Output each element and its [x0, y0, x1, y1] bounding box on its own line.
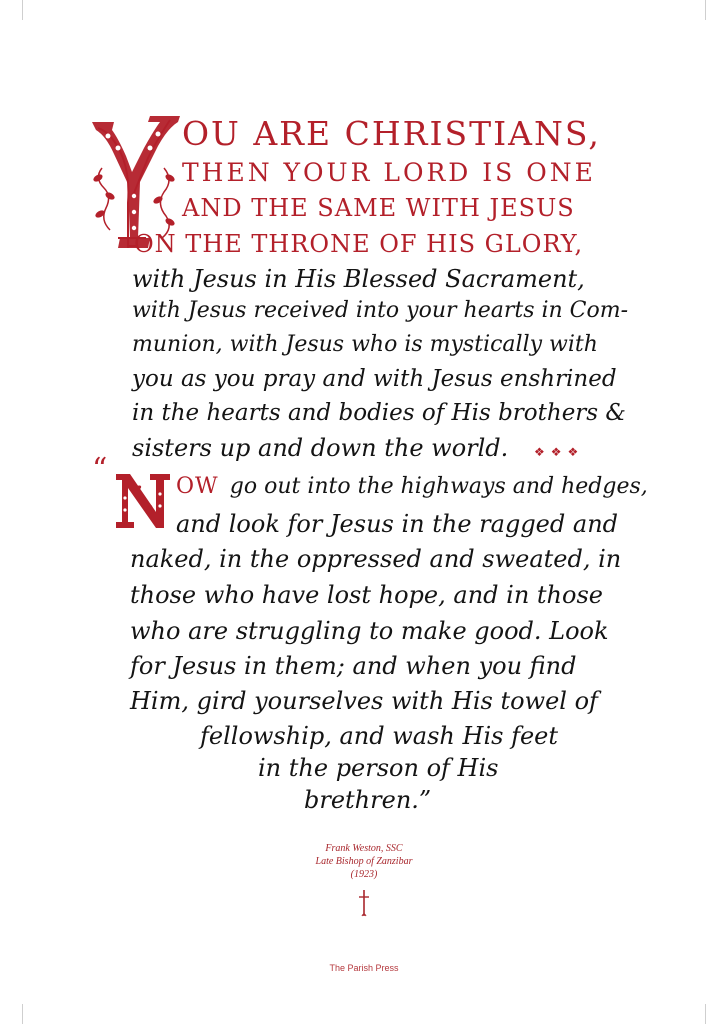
body-line: for Jesus in them; and when you find — [130, 652, 577, 680]
heading-line-4: ON THE THRONE OF HIS GLORY, — [134, 230, 584, 258]
crop-mark — [705, 0, 706, 20]
body-line: those who have lost hope, and in those — [130, 581, 603, 609]
attribution-title: Late Bishop of Zanzibar — [315, 856, 413, 867]
body-line — [132, 434, 584, 462]
crop-mark — [705, 1004, 706, 1024]
body-line: in the hearts and bodies of His brothers & — [132, 400, 626, 426]
body-line: with Jesus in His Blessed Sacrament, — [132, 265, 585, 293]
heading-line-1: OU ARE CHRISTIANS, — [182, 114, 601, 153]
body-line-text: sisters up and down the world. — [132, 434, 509, 462]
attribution-year: (1923) — [350, 869, 378, 880]
section-ornament: ❖❖❖ — [533, 445, 585, 459]
heading-line-3: AND THE SAME WITH JESUS — [182, 194, 575, 222]
heading-line-2: THEN YOUR LORD IS ONE — [182, 158, 596, 187]
body-line: you as you pray and with Jesus enshrined — [132, 366, 617, 392]
body-line: in the person of His — [258, 754, 499, 782]
body-line: who are struggling to make good. Look — [130, 617, 609, 645]
body-line-text: go out into the highways and hedges, — [229, 474, 648, 499]
body-line — [176, 474, 648, 499]
publisher-footer: The Parish Press — [329, 963, 399, 973]
crop-mark — [22, 1004, 23, 1024]
open-quote-mark: “ — [92, 452, 108, 487]
body-line: Him, gird yourselves with His towel of — [130, 687, 598, 715]
body-line: and look for Jesus in the ragged and — [176, 510, 619, 538]
body-line: with Jesus received into your hearts in Com- — [132, 298, 629, 323]
body-line: munion, with Jesus who is mystically with — [132, 332, 598, 357]
illuminated-initial-n — [112, 470, 174, 532]
red-lead-word: OW — [176, 474, 219, 499]
body-line: fellowship, and wash His feet — [200, 722, 558, 750]
body-line: brethren.” — [304, 786, 432, 814]
attribution-name: Frank Weston, SSC — [325, 843, 403, 854]
cross-icon — [356, 888, 372, 918]
body-line: naked, in the oppressed and sweated, in — [130, 545, 622, 573]
crop-mark — [22, 0, 23, 20]
